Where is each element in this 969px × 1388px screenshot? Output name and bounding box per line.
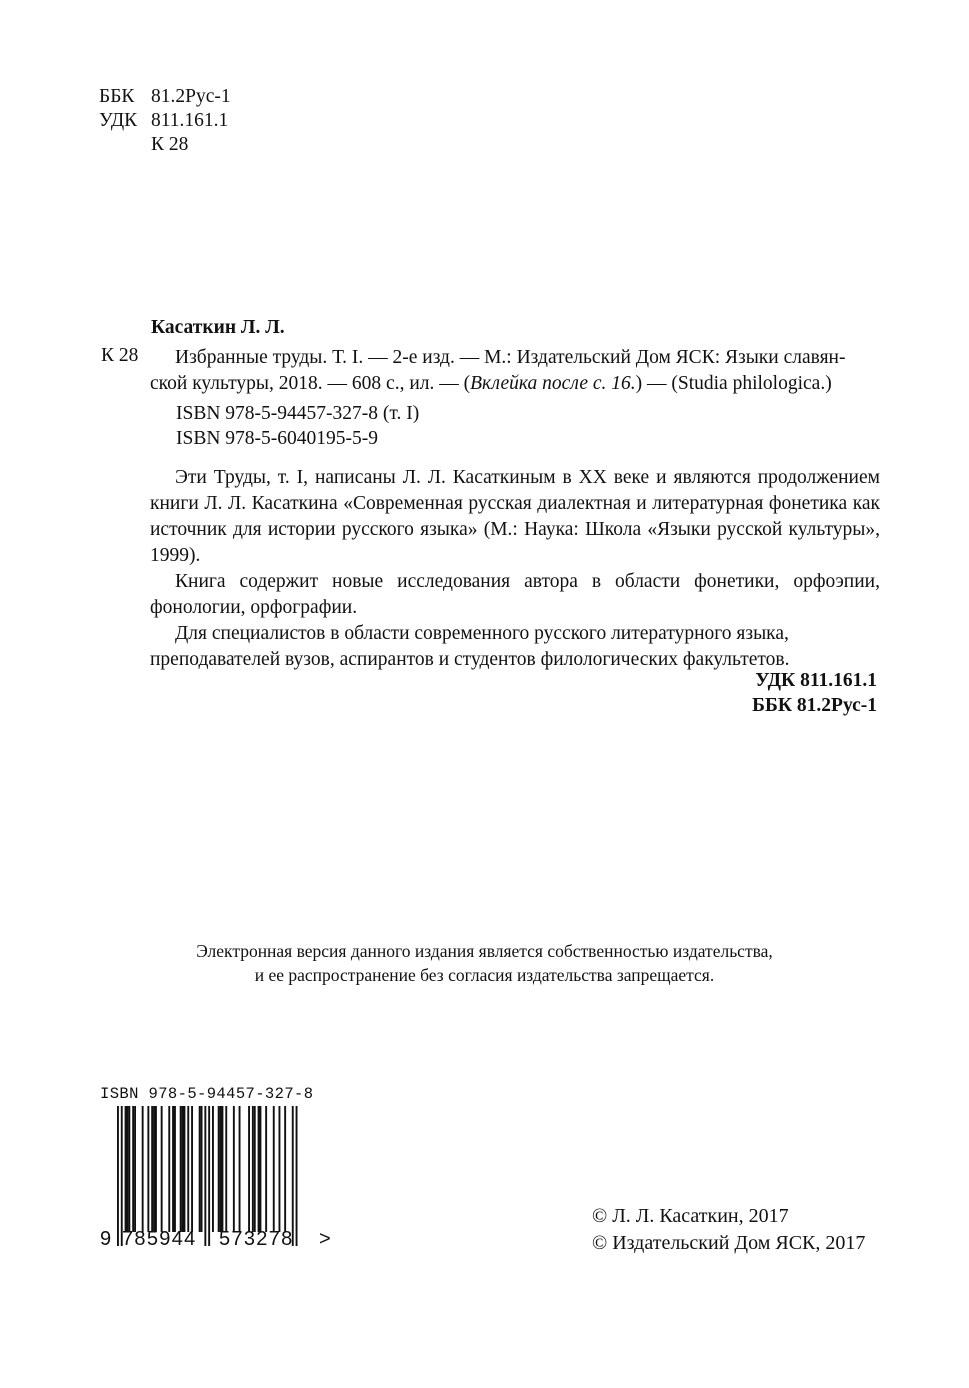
barcode-bar <box>180 1106 182 1232</box>
bib-line-1: Избранные труды. Т. I. — 2-е изд. — М.: Издательский Дом ЯСК: Языки славян- <box>175 347 846 368</box>
barcode-bar <box>254 1106 256 1232</box>
annotation <box>150 465 880 673</box>
barcode-bar <box>218 1106 220 1232</box>
barcode-bar <box>296 1106 298 1246</box>
barcode-bar <box>260 1106 262 1232</box>
barcode-bar <box>153 1106 155 1232</box>
barcode-bar <box>252 1106 254 1232</box>
barcode-bar <box>184 1106 186 1232</box>
bib-line-2-end: ) — (Studia philologica.) <box>635 373 832 394</box>
notice-line-2: и ее распространение без согласия издательства запрещается. <box>254 965 715 985</box>
barcode-bar <box>117 1106 119 1246</box>
barcode-bar <box>142 1106 144 1232</box>
barcode-bar <box>187 1106 189 1232</box>
barcode-bar <box>273 1106 275 1232</box>
barcode-bar <box>204 1106 206 1246</box>
copyright-publisher: © Издательский Дом ЯСК, 2017 <box>592 1232 866 1254</box>
barcode-bar <box>132 1106 134 1232</box>
barcode-bar <box>127 1106 129 1232</box>
barcode-bar <box>208 1106 210 1246</box>
barcode-bar <box>220 1106 222 1232</box>
electronic-version-notice <box>0 939 969 987</box>
header-udk <box>99 109 228 133</box>
barcode-bar <box>222 1106 224 1232</box>
header-k <box>99 133 188 157</box>
barcode-bar <box>279 1106 281 1232</box>
barcode-bar <box>191 1106 193 1232</box>
barcode-first-digit: 9 <box>100 1228 112 1250</box>
isbn-volume: ISBN 978-5-94457-327-8 (т. I) <box>176 403 420 424</box>
bbk-code: ББК 81.2Рус-1 <box>752 695 877 716</box>
barcode-isbn-text: ISBN 978-5-94457-327-8 <box>100 1085 314 1103</box>
header-bbk <box>99 85 231 109</box>
barcode-bar <box>201 1106 203 1232</box>
barcode-bar <box>125 1106 127 1232</box>
barcode-bar <box>174 1106 176 1232</box>
header-udk-value: 811.161.1 <box>151 110 229 131</box>
udk-code: УДК 811.161.1 <box>755 670 877 691</box>
header-k-value: К 28 <box>151 134 189 155</box>
barcode-bar <box>151 1106 153 1232</box>
barcode-bar <box>212 1106 214 1232</box>
header-bbk-value: 81.2Рус-1 <box>151 86 231 107</box>
barcode-bar <box>182 1106 184 1232</box>
barcode-bar <box>128 1106 130 1232</box>
barcode-left-digits: 785944 <box>122 1228 197 1250</box>
barcode-marker: > <box>319 1228 331 1250</box>
barcode-bar <box>292 1106 294 1246</box>
barcode-bar <box>155 1106 157 1232</box>
classification-codes <box>752 668 877 718</box>
barcode-bar <box>121 1106 123 1246</box>
barcode-bar <box>147 1106 149 1232</box>
barcode-bar <box>134 1106 136 1232</box>
barcode-bar <box>199 1106 201 1232</box>
header-udk-label: УДК <box>99 110 138 131</box>
barcode-bar <box>284 1106 286 1232</box>
annotation-paragraph-3: Для специалистов в области современного русского литературного языка, преподавателей вузов, аспирантов и студентов филологических факультетов. <box>150 623 790 670</box>
barcode-bar <box>239 1106 241 1232</box>
barcode-right-digits: 573278 <box>219 1228 294 1250</box>
barcode-digits <box>100 1228 331 1251</box>
barcode-bar <box>258 1106 260 1232</box>
barcode-bar <box>233 1106 235 1232</box>
bib-insert-note: Вклейка после с. 16. <box>470 373 636 394</box>
bibliographic-description <box>150 345 880 397</box>
bib-line-2 <box>150 371 880 397</box>
barcode-bar <box>265 1106 267 1232</box>
barcode-bar <box>248 1106 250 1232</box>
annotation-paragraph-1: Эти Труды, т. I, написаны Л. Л. Касаткиным в XX веке и являются продолжением книги Л. Л. Касаткина «Современная русская диалектная и литературная фонетика как источник для истории русского языка» (М.: Наука: Школа «Языки русской культуры», 1999). <box>150 467 880 566</box>
barcode-bar <box>172 1106 174 1232</box>
isbn-barcode <box>117 1106 307 1246</box>
copyright-author: © Л. Л. Касаткин, 2017 <box>592 1205 789 1227</box>
annotation-paragraph-2: Книга содержит новые исследования автора в области фонетики, орфоэпии, фонологии, орфографии. <box>150 571 880 618</box>
barcode-bar <box>225 1106 227 1232</box>
author-name: Касаткин Л. Л. <box>151 317 285 338</box>
notice-line-1: Электронная версия данного издания является собственностью издательства, <box>196 941 773 961</box>
header-bbk-label: ББК <box>99 86 135 107</box>
bib-line-2-start: ской культуры, 2018. — 608 с., ил. — ( <box>150 373 471 394</box>
isbn-set: ISBN 978-5-6040195-5-9 <box>176 428 379 449</box>
copyright <box>592 1203 865 1257</box>
author-sign: К 28 <box>101 345 139 366</box>
barcode-bar <box>161 1106 163 1232</box>
barcode-bar <box>168 1106 170 1232</box>
